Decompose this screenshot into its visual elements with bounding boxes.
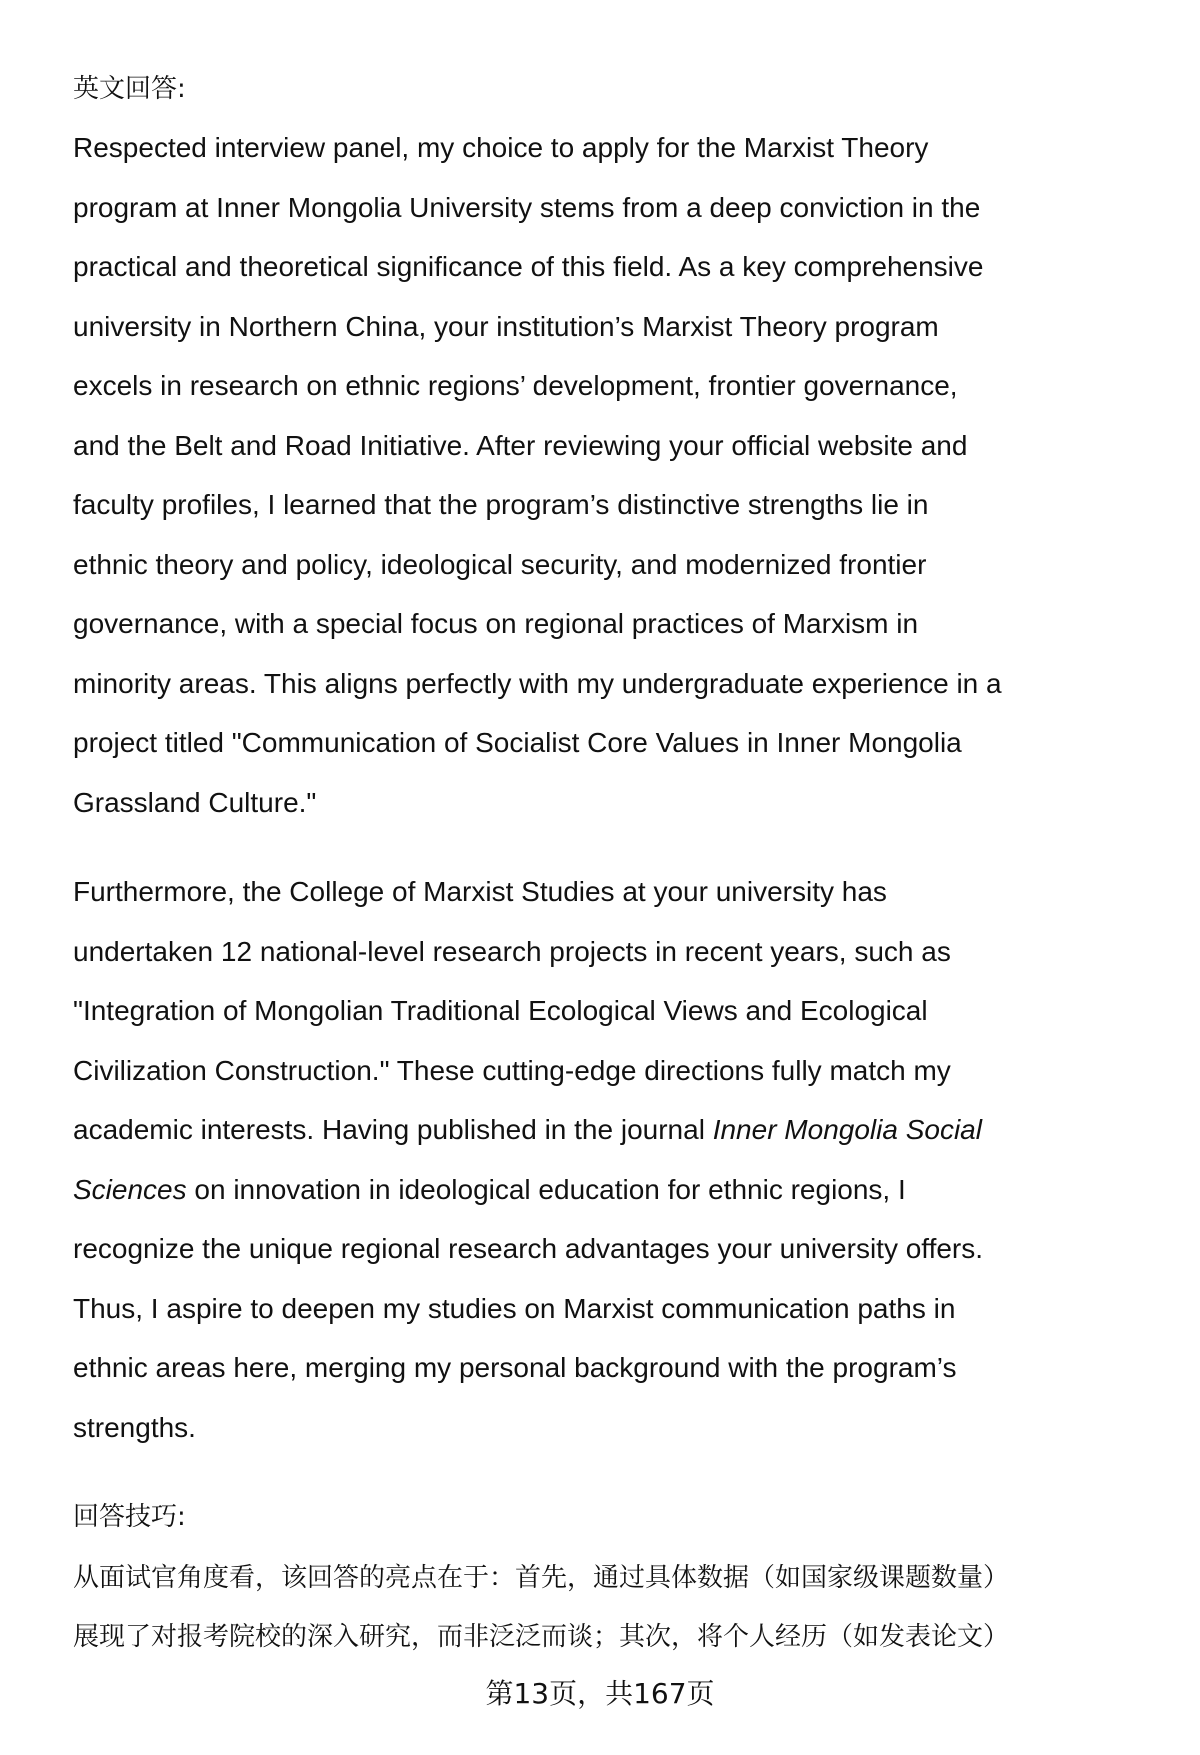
text-segment: academic interests. Having published in the journal xyxy=(73,1114,713,1145)
page-number: 第13页，共167页 xyxy=(485,1677,715,1710)
paragraph2-line: strengths. xyxy=(73,1411,196,1443)
paragraph1-line: faculty profiles, I learned that the program’s distinctive strengths lie in xyxy=(73,489,929,520)
paragraph1-line: ethnic theory and policy, ideological security, and modernized frontier xyxy=(73,548,927,580)
paragraph2-line: ethnic areas here, merging my personal background with the program’s xyxy=(73,1352,957,1383)
paragraph2-line xyxy=(73,1112,982,1148)
text-segment: on innovation in ideological education for ethnic regions, I xyxy=(186,1173,906,1205)
tips-line: 展现了对报考院校的深入研究，而非泛泛而谈；其次，将个人经历（如发表论文） xyxy=(73,1622,1010,1652)
paragraph2-line: recognize the unique regional research advantages your university offers. xyxy=(73,1233,984,1264)
paragraph2-line xyxy=(73,1172,906,1208)
paragraph2-line: undertaken 12 national-level research projects in recent years, such as xyxy=(73,935,951,967)
paragraph1-line: and the Belt and Road Initiative. After reviewing your official website and xyxy=(73,429,968,461)
paragraph1-line: university in Northern China, your institution’s Marxist Theory program xyxy=(73,310,939,342)
paragraph1-line: program at Inner Mongolia University stems from a deep conviction in the xyxy=(73,191,981,223)
paragraph2-line: Thus, I aspire to deepen my studies on Marxist communication paths in xyxy=(73,1292,956,1324)
english-answer-heading: 英文回答: xyxy=(73,74,186,104)
journal-title: Inner Mongolia Social xyxy=(712,1114,982,1145)
tips-line: 从面试官角度看，该回答的亮点在于：首先，通过具体数据（如国家级课题数量） xyxy=(73,1563,1010,1593)
paragraph1-line: governance, with a special focus on regional practices of Marxism in xyxy=(73,608,919,639)
journal-title: Sciences xyxy=(73,1173,187,1205)
paragraph1-line: excels in research on ethnic regions’ development, frontier governance, xyxy=(73,370,958,401)
paragraph1-line: practical and theoretical significance of this field. As a key comprehensive xyxy=(73,251,984,282)
paragraph1-line: Respected interview panel, my choice to apply for the Marxist Theory xyxy=(73,132,929,163)
paragraph1-line: Grassland Culture." xyxy=(73,786,317,818)
paragraph2-line: Furthermore, the College of Marxist Studies at your university has xyxy=(73,876,887,907)
tips-heading: 回答技巧: xyxy=(73,1502,186,1532)
paragraph1-line: project titled "Communication of Socialist Core Values in Inner Mongolia xyxy=(73,727,962,758)
paragraph2-line: Civilization Construction." These cutting-edge directions fully match my xyxy=(73,1054,951,1086)
paragraph1-line: minority areas. This aligns perfectly with my undergraduate experience in a xyxy=(73,667,1002,699)
paragraph2-line: "Integration of Mongolian Traditional Ecological Views and Ecological xyxy=(73,995,928,1026)
